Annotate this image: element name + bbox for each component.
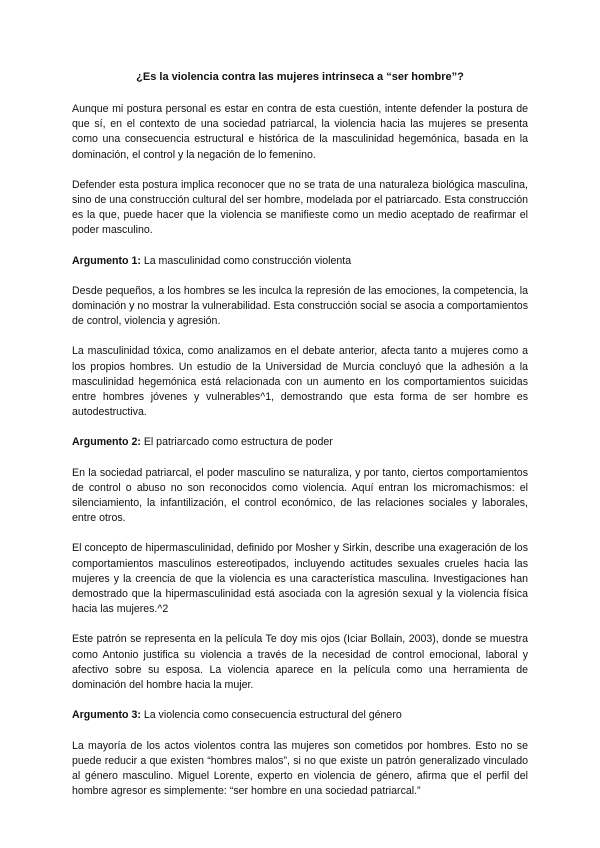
argument-2-label: Argumento 2: <box>72 436 141 449</box>
document-title: ¿Es la violencia contra las mujeres intrinseca a “ser hombre”? <box>136 71 464 83</box>
argument-1-heading <box>72 254 528 269</box>
intro-paragraph-1: Aunque mi postura personal es estar en contra de esta cuestión, intente defender la postura de que sí, en el contexto de una sociedad patriarcal, la violencia hacia las mujeres se presenta como una consecuencia estructural e histórica de la masculinidad hegemónica, basada en la dominación, el control y la negación de lo femenino. <box>72 103 528 161</box>
argument-1-label: Argumento 1: <box>72 254 141 267</box>
argument-1-title: La masculinidad como construcción violenta <box>143 254 352 267</box>
argument-2-paragraph-3: Este patrón se representa en la película Te doy mis ojos (Iciar Bollain, 2003), donde se muestra como Antonio justifica su violencia a través de la necesidad de control emocional, laboral y afectivo sobre su esposa. La violencia aparece en la película como una herramienta de dominación del hombre hacia la mujer. <box>72 633 528 692</box>
argument-3-label: Argumento 3: <box>72 709 141 722</box>
argument-3-paragraph-1: La mayoría de los actos violentos contra las mujeres son cometidos por hombres. Esto no se puede reducir a que existen “hombres malos”, si no que existe un patrón generalizado vinculado al género masculino. Miguel Lorente, experto en violencia de género, afirma que el perfil del hombre agresor es simplemente: “ser hombre en una sociedad patriarcal.” <box>72 739 528 798</box>
argument-1-paragraph-2: La masculinidad tóxica, como analizamos en el debate anterior, afecta tanto a mujeres como a los propios hombres. Un estudio de la Universidad de Murcia concluyó que la adhesión a la masculinidad hegemónica está relacionada con un aumento en los comportamientos suicidas entre hombres jóvenes y vulnerables^1, demostrando que esta forma de ser hombre es autodestructiva. <box>72 345 528 419</box>
argument-3-title: La violencia como consecuencia estructural del género <box>143 709 402 722</box>
argument-2-paragraph-1: En la sociedad patriarcal, el poder masculino se naturaliza, y por tanto, ciertos comportamientos de control o abuso no son reconocidos como violencia. Aquí entran los micromachismos: el silenciamiento, la infantilización, el control económico, de las relaciones sociales y laborales, entre otros. <box>72 466 528 525</box>
argument-3-heading <box>72 708 528 723</box>
intro-paragraph-2: Defender esta postura implica reconocer que no se trata de una naturaleza biológica masculina, sino de una construcción cultural del ser hombre, modelada por el patriarcado. Esta construcción es la que, puede hacer que la violencia se manifieste como un medio aceptado de reafirmar el poder masculino. <box>72 178 528 237</box>
document-page <box>72 70 528 814</box>
argument-2-heading <box>72 435 528 450</box>
argument-2-title: El patriarcado como estructura de poder <box>143 436 333 449</box>
argument-1-paragraph-1: Desde pequeños, a los hombres se les inculca la represión de las emociones, la competencia, la dominación y no mostrar la vulnerabilidad. Esta construcción social se asocia a comportamientos de control, violencia y agresión. <box>72 284 528 328</box>
argument-2-paragraph-2: El concepto de hipermasculinidad, definido por Mosher y Sirkin, describe una exageración de los comportamientos masculinos estereotipados, incluyendo actitudes sexuales crueles hacia las mujeres y la creencia de que la violencia es una característica masculina. Investigaciones han demostrado que la hipermasculinidad está asociada con la agresión sexual y la violencia física hacia las mujeres.^2 <box>72 542 528 616</box>
